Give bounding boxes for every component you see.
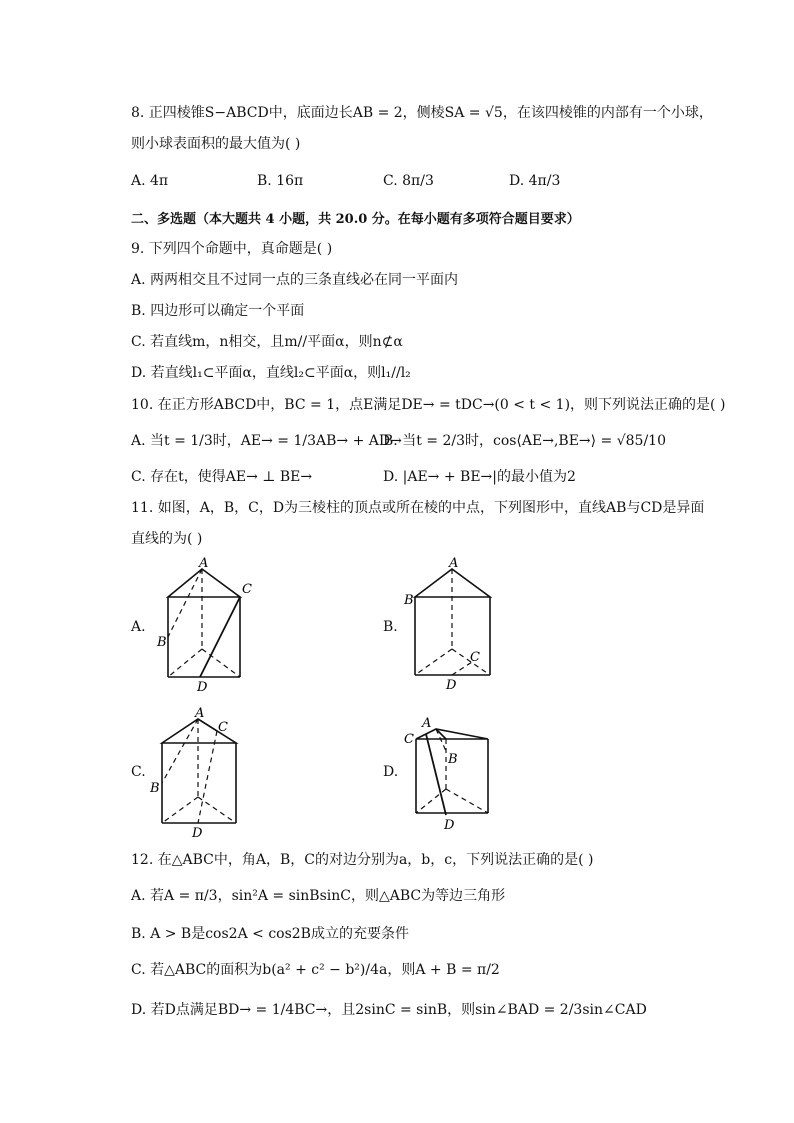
q11-figure-option-b-label: B.	[383, 619, 398, 635]
point-label-d: D	[446, 678, 457, 693]
point-label-c: C	[404, 732, 414, 747]
q10-option-d: D. |AE→ + BE→|的最小值为2	[383, 469, 576, 485]
point-label-c: C	[218, 720, 228, 735]
q11-figure-a	[150, 555, 260, 699]
q10-option-a: A. 当t = 1/3时，AE→ = 1/3AB→ + AD→	[131, 433, 402, 449]
q12-option-c: C. 若△ABC的面积为b(a² + c² − b²)/4a，则A + B = π/2	[131, 962, 500, 978]
point-label-b: B	[150, 781, 160, 796]
point-label-b: B	[404, 593, 414, 608]
q9-option-b: B. 四边形可以确定一个平面	[131, 303, 305, 319]
q12-option-d: D. 若D点满足BD→ = 1/4BC→，且2sinC = sinB，则sin∠BAD = 2/3sin∠CAD	[131, 1002, 647, 1018]
q8-option-b: B. 16π	[257, 173, 304, 189]
point-label-b: B	[157, 635, 167, 650]
point-label-d: D	[197, 680, 208, 695]
q9-option-a: A. 两两相交且不过同一点的三条直线必在同一平面内	[131, 272, 459, 288]
point-label-c: C	[242, 582, 252, 597]
point-label-d: D	[444, 818, 455, 833]
q12-option-b: B. A > B是cos2A < cos2B成立的充要条件	[131, 926, 409, 942]
q11-figure-option-a-label: A.	[131, 619, 146, 635]
q11-figure-d	[400, 705, 510, 849]
q11-figure-option-c-label: C.	[131, 764, 146, 780]
q8-line2: 则小球表面积的最大值为( )	[131, 136, 301, 152]
q11-figure-option-d-label: D.	[383, 764, 399, 780]
q9-stem: 9. 下列四个命题中，真命题是( )	[131, 241, 333, 257]
q8-option-c: C. 8π/3	[383, 173, 434, 189]
q11-stem-line2: 直线的为( )	[131, 531, 203, 547]
point-label-a: A	[199, 556, 209, 571]
section-multiple-choice-header: 二、多选题（本大题共 4 小题，共 20.0 分。在每小题有多项符合题目要求）	[131, 212, 580, 227]
point-label-b: B	[448, 752, 458, 767]
q8-option-a: A. 4π	[131, 173, 169, 189]
q8-line1: 8. 正四棱锥S−ABCD中，底面边长AB = 2，侧棱SA = √5，在该四棱锥的内部有一个小球，	[131, 105, 713, 121]
point-label-a: A	[422, 716, 432, 731]
q9-option-c: C. 若直线m，n相交，且m//平面α，则n⊄α	[131, 334, 403, 350]
q10-option-b: B. 当t = 2/3时，cos⟨AE→,BE→⟩ = √85/10	[383, 433, 667, 449]
point-label-c: C	[470, 650, 480, 665]
point-label-d: D	[192, 826, 203, 841]
q10-option-c: C. 存在t，使得AE→ ⊥ BE→	[131, 469, 313, 485]
point-label-a: A	[449, 556, 459, 571]
q12-stem: 12. 在△ABC中，角A，B，C的对边分别为a，b，c，下列说法正确的是( )	[131, 852, 594, 868]
point-label-a: A	[195, 706, 205, 721]
q11-figure-c	[150, 705, 260, 849]
q9-option-d: D. 若直线l₁⊂平面α，直线l₂⊂平面α，则l₁//l₂	[131, 365, 411, 381]
q8-option-d: D. 4π/3	[509, 173, 561, 189]
q10-stem: 10. 在正方形ABCD中，BC = 1，点E满足DE→ = tDC→(0 < t < 1)，则下列说法正确的是( )	[131, 397, 726, 413]
q11-stem-line1: 11. 如图，A，B，C，D为三棱柱的顶点或所在棱的中点，下列图形中，直线AB与CD是异面	[131, 500, 705, 516]
q12-option-a: A. 若A = π/3，sin²A = sinBsinC，则△ABC为等边三角形	[131, 888, 506, 904]
q11-figure-b	[400, 555, 510, 699]
